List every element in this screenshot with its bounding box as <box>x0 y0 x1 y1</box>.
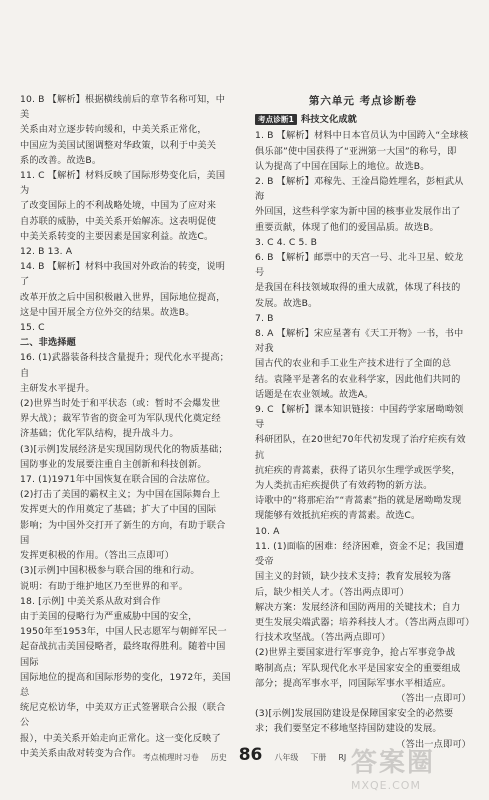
right-answer-line: 结。袁隆平是著名的农业科学家，因此他们共同的 <box>255 373 461 385</box>
left-answer-line: 济基础；优化军队结构，提升战斗力。 <box>20 428 179 440</box>
left-answer-line: 14. B 【解析】材料中我国对外政治的转变，说明了 <box>20 261 226 288</box>
right-answer-line: 为人类抗击疟疾提供了有效药物的新方法。 <box>255 480 433 492</box>
footer-term: 下册 <box>310 753 327 762</box>
right-answer-line: 国古代的农业和手工业生产技术进行了全面的总 <box>255 358 452 370</box>
left-answer-line: 报），中美关系开始走向正常化。这一变化反映了 <box>20 732 221 744</box>
left-answer-line: (3)[示例]发展经济是实现国防现代化的物质基础； <box>20 443 228 455</box>
left-answer-line: 这是中国开展全方位外交的结果。故选B。 <box>20 306 195 318</box>
left-answer-line: 12. B 13. A <box>20 246 73 258</box>
right-answer-line: 8. A 【解析】宋应星著有《天工开物》一书，书中对我 <box>255 328 464 355</box>
left-answer-line: 中美关系转变的主要因素是国家利益。故选C。 <box>20 230 214 242</box>
left-answer-line: 了改变国际上的不利战略处境，中国为了应对来 <box>20 200 217 212</box>
right-answer-line: 求；我们要坚定不移地坚持国防建设的发展。 <box>255 723 442 735</box>
left-answer-line: 说明：有助于维护地区乃至世界的和平。 <box>20 580 189 592</box>
section-tag-title: 科技文化成就 <box>300 114 357 126</box>
right-answer-line: （答出一点即可） <box>396 692 471 704</box>
unit-title: 第六单元 考点诊断卷 <box>308 95 418 107</box>
footer-edition: RJ <box>338 753 347 762</box>
right-answer-line: （答出一点即可） <box>396 738 471 750</box>
left-answer-line: 11. C 【解析】材料反映了国际形势变化后，美国为 <box>20 170 226 197</box>
right-answer-line: 2. B 【解析】邓稼先、王淦昌隐姓埋名，彭桓武从海 <box>255 176 464 203</box>
right-answer-line: 诗歌中的“将那疟治”“青蒿素”指的就是屠呦呦发现 <box>255 495 462 507</box>
left-answer-line: 系的改善。故选B。 <box>20 154 102 166</box>
left-answer-line: 15. C <box>20 322 45 334</box>
left-answer-line: 发挥更大的作用奠定了基础；扩大了中国的国际 <box>20 504 217 516</box>
left-answer-line: 主研发水平提升。 <box>20 382 95 394</box>
left-answer-line: 国际地位的提高和国际形势的变化，1972年，美国总 <box>20 671 231 698</box>
right-answer-line: 行技术攻坚战。（答出两点即可） <box>255 632 391 644</box>
watermark-url: MXQE.COM <box>351 779 421 792</box>
right-answer-line: 现能够有效抵抗疟疾的青蒿素。故选C。 <box>255 510 421 522</box>
right-answer-line: 俱乐部”使中国获得了“亚洲第一大国”的称号，即 <box>255 145 457 157</box>
right-answer-line: 后，缺少相关人才。（答出两点即可） <box>255 586 410 598</box>
right-answer-line: 更生发展尖端武器；培养科技人才。（答出两点即可） <box>255 616 475 628</box>
right-answer-line: 11. (1)面临的困难：经济困难，资金不足；我国遭受帝 <box>255 540 465 568</box>
right-answer-line: 10. A <box>255 525 280 537</box>
footer-series: 考点梳理时习卷 <box>142 753 199 762</box>
footer-grade: 八年级 <box>274 753 299 762</box>
right-answer-line: 6. B 【解析】邮票中的天宫一号、北斗卫星、蛟龙号 <box>255 252 464 279</box>
left-answer-line: 关系由对立逐步转向缓和，中美关系正常化， <box>20 124 207 136</box>
watermark-logo <box>351 742 481 796</box>
page-number: 86 <box>238 745 263 765</box>
section-tag: 考点诊断1 <box>255 114 297 125</box>
left-answer-line: 起奋战抗击美国侵略者，最终取得胜利。随着中国国际 <box>20 641 226 668</box>
right-answer-line: 3. C 4. C 5. B <box>255 236 318 248</box>
right-answer-line: 重要贡献，体现了他们的爱国品质。故选B。 <box>255 221 439 233</box>
right-answer-line: 解决方案：发展经济和国防两用的关键技术；自力 <box>255 601 461 613</box>
watermark-text: 答案圈 <box>351 748 436 778</box>
right-answer-line: 9. C 【解析】课本知识链接：中国药学家屠呦呦领导 <box>255 404 464 431</box>
left-answer-line: 自苏联的威胁，中美关系开始解冻。这表明促使 <box>20 215 217 227</box>
right-answer-line: (3)[示例]发展国防建设是保障国家安全的必然要 <box>255 708 454 720</box>
right-answer-line: 抗疟疾的青蒿素，获得了诺贝尔生理学或医学奖， <box>255 464 461 476</box>
left-answer-line: 改革开放之后中国积极融入世界，国际地位提高， <box>20 291 226 303</box>
left-answer-line: (2)打击了美国的霸权主义；为中国在国际舞台上 <box>20 489 221 501</box>
footer-subject: 历史 <box>210 753 227 762</box>
right-answer-line: 外回国，这些科学家为新中国的核事业发展作出了 <box>255 206 461 218</box>
right-answer-line: (2)世界主要国家进行军事竞争，抢占军事竞争战 <box>255 647 456 659</box>
right-answer-line: 科研团队，在20世纪70年代初发现了治疗疟疾有效抗 <box>255 434 466 461</box>
right-answer-line: 部分；提高军事水平，同国际军事水平相适应。 <box>255 677 452 689</box>
right-answer-line: 是我国在科技领域取得的重大成就，体现了科技的 <box>255 282 461 294</box>
right-column <box>255 94 475 752</box>
right-answer-line: 发展。故选B。 <box>255 297 318 309</box>
left-answer-line: 中美关系由敌对转变为合作。 <box>20 747 142 759</box>
right-answer-line: 1. B 【解析】材料中日本官员认为中国跨入“全球核 <box>255 130 469 142</box>
right-answer-line: 认为提高了中国在国际上的地位。故选B。 <box>255 160 430 172</box>
right-answer-line: 话题是在农业领域。故选A。 <box>255 388 374 400</box>
left-answer-line: 由于美国的侵略行为严重威胁中国的安全， <box>20 610 198 622</box>
left-answer-line: 10. B 【解析】根据横线前后的章节名称可知，中美 <box>20 94 226 121</box>
right-answer-line: 略制高点；军队现代化水平是国家安全的重要组成 <box>255 662 461 674</box>
left-column <box>20 92 232 761</box>
left-answer-line: 1950年至1953年，中国人民志愿军与朝鲜军民一 <box>20 626 227 638</box>
left-answer-line: 统尼克松访华，中美双方正式签署联合公报（联合公 <box>20 702 226 729</box>
left-answer-line: 发挥更积极的作用。（答出三点即可） <box>20 550 175 562</box>
left-answer-line: 二、非选择题 <box>20 337 77 349</box>
left-answer-line: 18. [示例] 中美关系从敌对到合作 <box>20 595 161 607</box>
left-answer-line: (3)[示例]中国积极参与联合国的维和行动。 <box>20 565 200 577</box>
left-answer-line: 影响；为中国外交打开了新生的方向，有助于联合国 <box>20 519 226 546</box>
left-answer-line: 17. (1)1971年中国恢复在联合国的合法席位。 <box>20 474 216 486</box>
right-answer-line: 7. B <box>255 312 274 324</box>
left-answer-line: 国防事业的发展要注重自主创新和科技创新。 <box>20 458 207 470</box>
right-answers <box>255 128 475 751</box>
right-answer-line: 国主义的封锁，缺少技术支持；教育发展较为落 <box>255 571 452 583</box>
left-answer-line: (2)世界当时处于和平状态（或：暂时不会爆发世 <box>20 398 221 410</box>
left-answer-line: 中国应为美国试图调整对华政策，以利于中美关 <box>20 139 217 151</box>
left-answer-line: 界大战）；裁军节省的资金可为军队现代化奠定经 <box>20 413 221 425</box>
section-tag-row <box>255 112 471 127</box>
left-answer-line: 16. (1)武器装备科技含量提升；现代化水平提高；自 <box>20 352 230 379</box>
